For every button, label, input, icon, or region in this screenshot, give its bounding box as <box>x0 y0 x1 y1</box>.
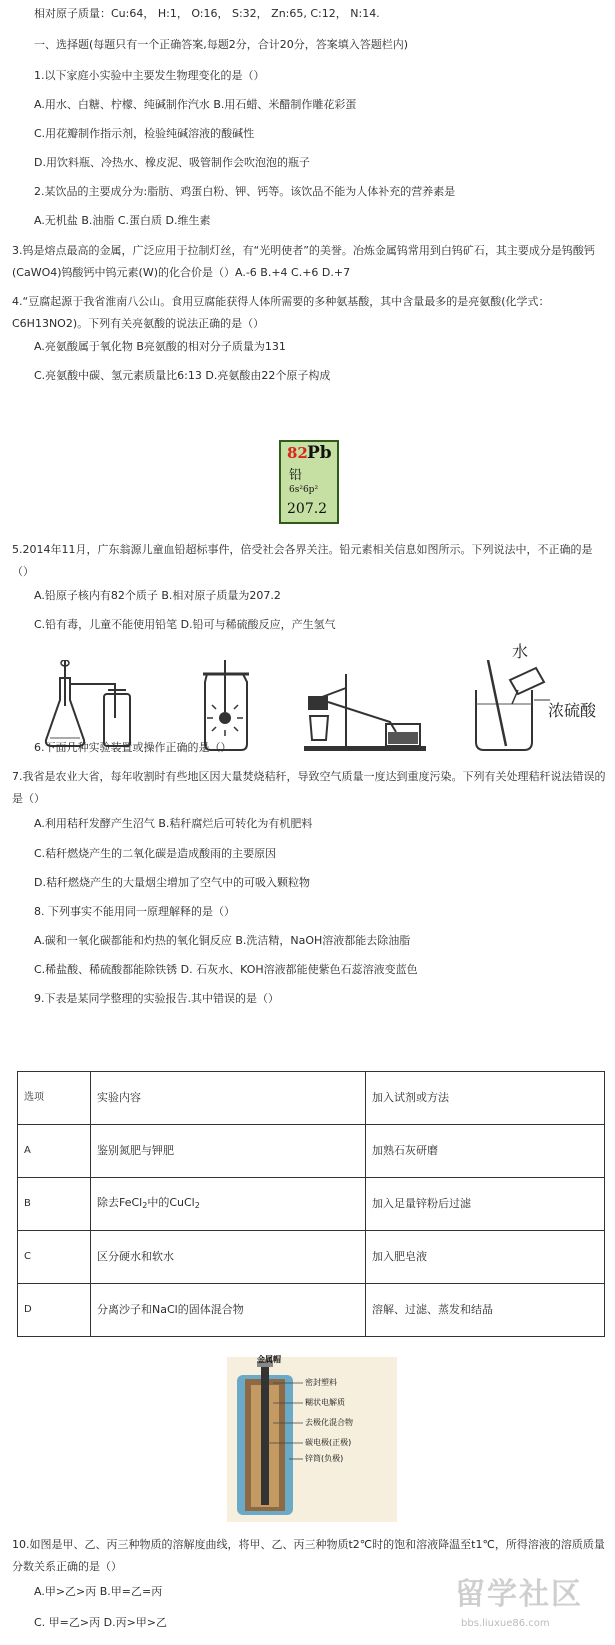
battery-label: 密封塑料 <box>305 1378 337 1387</box>
q4-stem: 4.“豆腐起源于我省淮南八公山。食用豆腐能获得人体所需要的多种氨基酸，其中含量最多的是亮氨酸(化学式：C6H13NO2)。下列有关亮氨酸的说法正确的是（） <box>12 295 550 330</box>
watermark-logo: 留学社区 <box>455 1577 583 1612</box>
row-content: 分离沙子和NaCl的固体混合物 <box>91 1284 366 1337</box>
water-label: 水 <box>512 642 529 661</box>
q2-options: A.无机盐 B.油脂 C.蛋白质 D.维生素 <box>34 214 211 227</box>
q8-option-ab: A.碳和一氧化碳都能和灼热的氧化铜反应 B.洗洁精，NaOH溶液都能去除油脂 <box>34 934 411 947</box>
element-symbol: Pb <box>307 443 332 463</box>
battery-label: 去极化混合物 <box>305 1418 353 1427</box>
q1-stem: 1.以下家庭小实验中主要发生物理变化的是（） <box>34 69 265 82</box>
q1-option-ab: A.用水、白糖、柠檬、纯碱制作汽水 B.用石蜡、米醋制作雕花彩蛋 <box>34 98 357 111</box>
q5-option-ab: A.铅原子核内有82个质子 B.相对原子质量为207.2 <box>34 589 281 602</box>
row-method: 加入肥皂液 <box>366 1231 605 1284</box>
q10-option-cd: C. 甲=乙>丙 D.丙>甲>乙 <box>34 1616 168 1629</box>
site-watermark <box>455 1575 615 1645</box>
metal-cap-label: 金属帽 <box>257 1355 281 1364</box>
q8-option-cd: C.稀盐酸、稀硫酸都能除铁锈 D. 石灰水、KOH溶液都能使紫色石蕊溶液变蓝色 <box>34 963 418 976</box>
row-option: B <box>18 1178 91 1231</box>
q5-stem: 5.2014年11月，广东翁源儿童血铅超标事件，倍受社会各界关注。铅元素相关信息如图所示。下列说法中，不正确的是（） <box>12 543 593 578</box>
battery-label: 糊状电解质 <box>305 1398 345 1407</box>
q4-option-cd: C.亮氨酸中碳、氢元素质量比6:13 D.亮氨酸由22个原子构成 <box>34 369 331 382</box>
row-option: C <box>18 1231 91 1284</box>
table-row <box>18 1231 605 1284</box>
row-method: 加熟石灰研磨 <box>366 1125 605 1178</box>
header-content: 实验内容 <box>91 1072 366 1125</box>
row-content: 区分硬水和软水 <box>91 1231 366 1284</box>
q7-option-ab: A.利用秸秆发酵产生沼气 B.秸秆腐烂后可转化为有机肥料 <box>34 817 313 830</box>
lead-element-card <box>279 440 339 524</box>
q10-stem: 10.如图是甲、乙、丙三种物质的溶解度曲线，将甲、乙、丙三种物质t2℃时的饱和溶液降温至t1℃，所得溶液的溶质质量分数关系正确的是（） <box>12 1538 605 1573</box>
atomic-mass: 207.2 <box>287 501 328 517</box>
q4-option-ab: A.亮氨酸属于氧化物 B亮氨酸的相对分子质量为131 <box>34 340 286 353</box>
q3-text: 3.钨是熔点最高的金属，广泛应用于拉制灯丝，有“光明使者”的美誉。冶炼金属钨常用到白钨矿石，其主要成分是钨酸钙(CaWO4)钨酸钙中钨元素(W)的化合价是（）A.-6 B.+4 C.+6 D.+7 <box>12 244 595 279</box>
dry-cell-battery-figure <box>227 1357 397 1522</box>
battery-label: 锌筒(负极) <box>305 1454 344 1463</box>
row-option: A <box>18 1125 91 1178</box>
q10-option-ab: A.甲>乙>丙 B.甲=乙=丙 <box>34 1585 163 1598</box>
row-method: 溶解、过滤、蒸发和结晶 <box>366 1284 605 1337</box>
concentrated-acid-label: 浓硫酸 <box>548 701 597 720</box>
q6-stem: 6.下面几种实验装置或操作正确的是（） <box>34 741 232 754</box>
q7-option-c: C.秸秆燃烧产生的二氧化碳是造成酸雨的主要原因 <box>34 847 277 860</box>
table-row <box>18 1125 605 1178</box>
atomic-number: 82 <box>287 444 308 462</box>
table-row <box>18 1284 605 1337</box>
row-content: 除去FeCl$_2$中的CuCl$_2$ <box>91 1178 366 1231</box>
section-title: 一、选择题(每题只有一个正确答案,每题2分，合计20分，答案填入答题栏内) <box>34 38 409 51</box>
q1-option-d: D.用饮料瓶、冷热水、橡皮泥、吸管制作会吹泡泡的瓶子 <box>34 156 310 169</box>
row-content: 鉴别氮肥与钾肥 <box>91 1125 366 1178</box>
q7-stem: 7.我省是农业大省，每年收割时有些地区因大量焚烧秸秆，导致空气质量一度达到重度污染。下列有关处理秸秆说法错误的是（） <box>12 770 606 805</box>
electron-config: 6s²6p² <box>289 485 319 495</box>
table-header-row <box>18 1072 605 1125</box>
q1-option-c: C.用花瓣制作指示剂，检验纯碱溶液的酸碱性 <box>34 127 255 140</box>
q2-stem: 2.某饮品的主要成分为:脂肪、鸡蛋白粉、钾、钙等。该饮品不能为人体补充的营养素是 <box>34 185 456 198</box>
table-row <box>18 1178 605 1231</box>
q8-stem: 8. 下列事实不能用同一原理解释的是（） <box>34 905 235 918</box>
q5-option-cd: C.铅有毒，儿童不能使用铅笔 D.铅可与稀硫酸反应，产生氢气 <box>34 618 336 631</box>
q7-option-d: D.秸秆燃烧产生的大量烟尘增加了空气中的可吸入颗粒物 <box>34 876 310 889</box>
atomic-masses-line: 相对原子质量：Cu:64， H:1， O:16， S:32， Zn:65, C:12， N:14. <box>34 7 380 20</box>
element-name: 铅 <box>289 468 303 483</box>
experiment-report-table <box>17 1071 605 1337</box>
q9-stem: 9.下表是某同学整理的实验报告.其中错误的是（） <box>34 992 279 1005</box>
battery-label: 碳电极(正极) <box>305 1438 352 1447</box>
watermark-url: bbs.liuxue86.com <box>461 1618 550 1629</box>
header-method: 加入试剂或方法 <box>366 1072 605 1125</box>
header-option: 选项 <box>18 1072 91 1125</box>
row-option: D <box>18 1284 91 1337</box>
row-method: 加入足量锌粉后过滤 <box>366 1178 605 1231</box>
